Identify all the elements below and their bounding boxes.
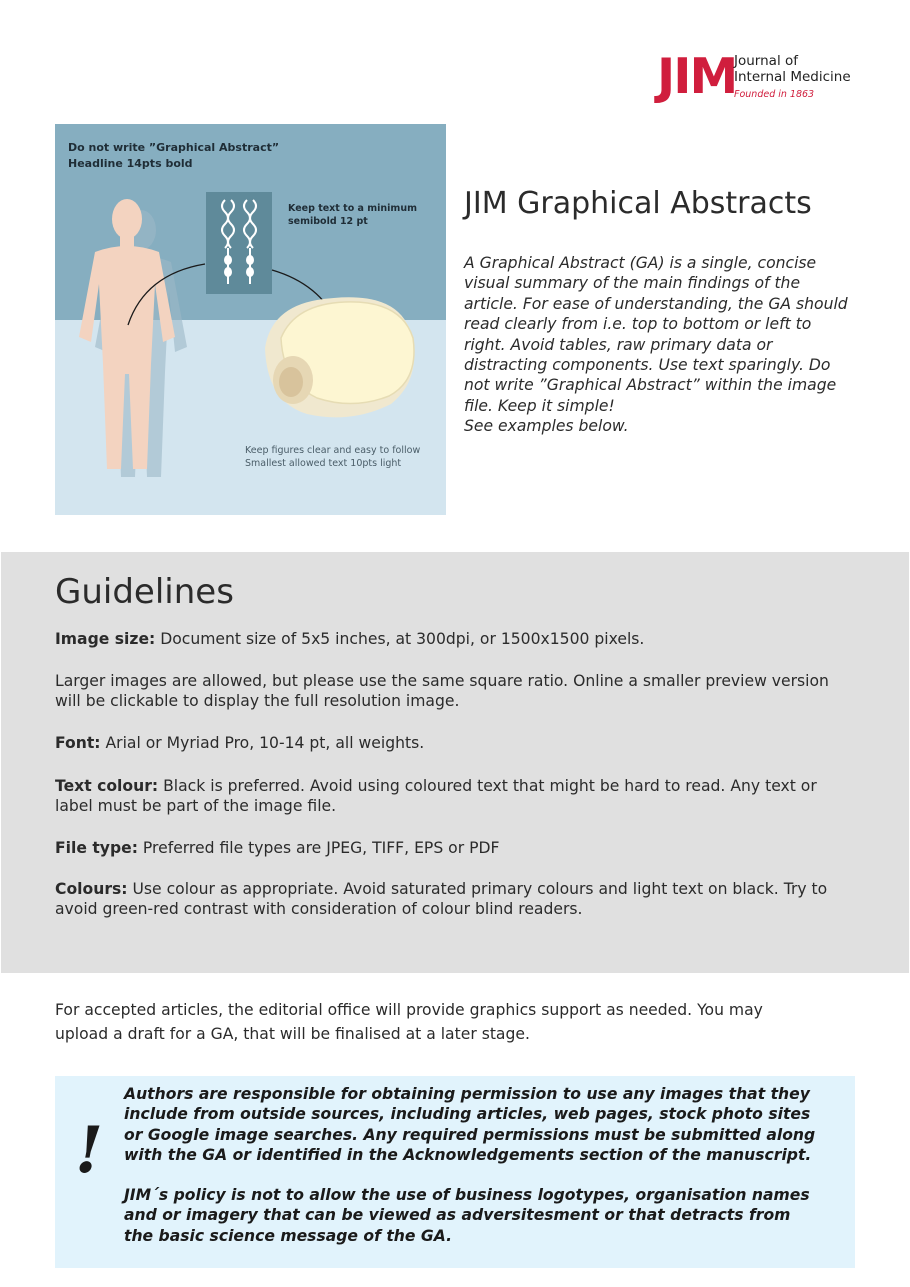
example-headline-line1: Do not write ”Graphical Abstract” bbox=[68, 141, 280, 154]
journal-logo bbox=[657, 48, 857, 105]
guideline-image-size-label: Image size: bbox=[55, 630, 156, 648]
guideline-font-label: Font: bbox=[55, 734, 101, 752]
guideline-colours-label: Colours: bbox=[55, 880, 128, 898]
guideline-font bbox=[55, 733, 835, 753]
guidelines-panel bbox=[1, 552, 909, 973]
page-title: JIM Graphical Abstracts bbox=[464, 186, 812, 221]
graphics-support-text: For accepted articles, the editorial office will provide graphics support as needed. You may upload a draft for a GA, that will be finalised at a later stage. bbox=[55, 1001, 763, 1043]
see-examples-text: See examples below. bbox=[464, 417, 629, 435]
guideline-colours bbox=[55, 879, 835, 920]
cell-illustration bbox=[265, 297, 414, 417]
example-keep-text-note bbox=[288, 202, 417, 228]
logo-mark: JIM bbox=[657, 48, 737, 105]
logotype-policy-text: JIM´s policy is not to allow the use of business logotypes, organisation names and or imagery that can be viewed as adversitesment or that detracts from the basic science message of the GA. bbox=[124, 1186, 810, 1245]
guideline-font-text: Arial or Myriad Pro, 10-14 pt, all weights. bbox=[100, 734, 425, 752]
logo-name-line2: Internal Medicine bbox=[734, 69, 851, 85]
permissions-notice bbox=[55, 1076, 855, 1268]
guideline-image-size bbox=[55, 629, 835, 649]
guidelines-title: Guidelines bbox=[55, 572, 234, 612]
logo-founded: Founded in 1863 bbox=[734, 89, 815, 100]
guideline-text-colour bbox=[55, 776, 835, 817]
exclamation-icon: ! bbox=[75, 1113, 104, 1188]
example-keep-figures-line1: Keep figures clear and easy to follow bbox=[245, 445, 421, 456]
permissions-text: Authors are responsible for obtaining permission to use any images that they include from outside sources, including articles, web pages, stock photo sites or Google image searches. Any required permissions must be submitted along with the GA or identified in the Acknowledgements section of the manuscript. bbox=[124, 1085, 816, 1165]
example-headline-note bbox=[68, 140, 279, 172]
receptor-box bbox=[206, 192, 272, 294]
example-headline-line2: Headline 14pts bold bbox=[68, 157, 193, 170]
guideline-larger-images: Larger images are allowed, but please use the same square ratio. Online a smaller preview version will be clickable to display the full resolution image. bbox=[55, 672, 829, 711]
logo-name-line1: Journal of bbox=[734, 53, 798, 69]
guideline-image-size-text: Document size of 5x5 inches, at 300dpi, or 1500x1500 pixels. bbox=[155, 630, 645, 648]
intro-paragraph: A Graphical Abstract (GA) is a single, concise visual summary of the main findings of the article. For ease of understanding, the GA should read clearly from i.e. top to bottom or left to right. Avoid tables, raw primary data or distracting components. Use text sparingly. Do not write ”Graphical Abstract” within the image file. Keep it simple! bbox=[464, 254, 848, 415]
guideline-colours-text: Use colour as appropriate. Avoid saturated primary colours and light text on black. Try to avoid green-red contrast with consideration of colour blind readers. bbox=[55, 880, 828, 919]
example-keep-text-line1: Keep text to a minimum bbox=[288, 203, 417, 214]
guideline-text-colour-label: Text colour: bbox=[55, 777, 159, 795]
logo-name bbox=[734, 53, 851, 85]
example-keep-figures-line2: Smallest allowed text 10pts light bbox=[245, 458, 402, 469]
guideline-file-type bbox=[55, 838, 835, 858]
example-keep-figures-note bbox=[245, 444, 420, 470]
guideline-file-type-text: Preferred file types are JPEG, TIFF, EPS or PDF bbox=[137, 839, 500, 857]
graphical-abstract-example bbox=[55, 124, 446, 515]
guideline-text-colour-text: Black is preferred. Avoid using coloured text that might be hard to read. Any text or label must be part of the image file. bbox=[55, 777, 817, 816]
example-keep-text-line2: semibold 12 pt bbox=[288, 216, 368, 227]
guideline-file-type-label: File type: bbox=[55, 839, 138, 857]
